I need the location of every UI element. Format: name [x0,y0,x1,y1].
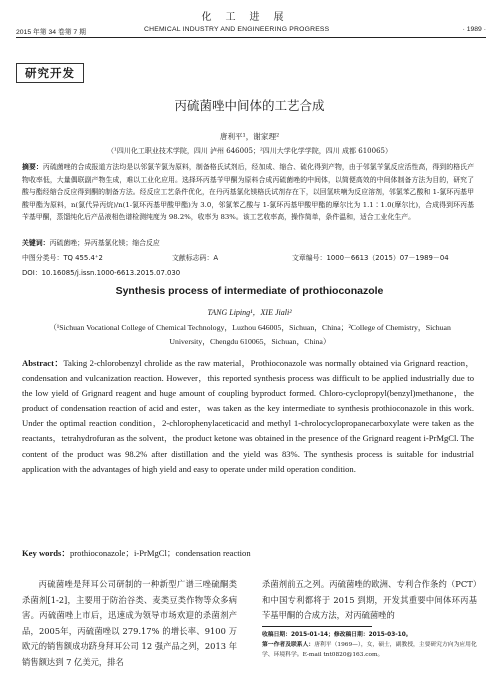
footnote-rule [262,626,372,627]
article-number: 文章编号：1000－6613（2015）07－1989－04 [292,254,449,262]
abstract-cn-label: 摘要： [22,163,43,171]
journal-name-en: CHEMICAL INDUSTRY AND ENGINEERING PROGRESS [144,26,330,33]
keywords-en-text: prothioconazole；i-PrMgCl；condensation reaction [69,548,251,558]
abstract-cn-text: 丙硫菌唑的合成报道方法均是以邻氯苄氯为原料，制备格氏试剂后，经加成、缩合、硫化得到产物，由于邻氯苄氯反应活性高，得到的格氏产物收率低，大量偶联副产物生成，难以工业化应用。选择环丙基苄甲酮为原料合成丙硫菌唑的中间体，以简便高效的中间体制备方法为目的，研究了酸与酯经缩合反应得到酮的制备方法。经反应工艺条件优化，在丹丙基氯化镁格氏试剂存在下，以回氢呋喃为反应溶剂，邻氯苯乙酸和 1-氯环丙基甲酸甲酯为原料，n(氯代异丙烷)/n(1-氯环丙基甲酸甲酯)为 3.0，邻氯苯乙酸与 1-氯环丙基甲酸甲酯的摩尔比为 1.1∶1.0(摩尔比)，合成得到环丙基苄基甲酮，蒸馏纯化后产品液相色谱检测纯度为 98.2%，收率为 83%。该工艺收率高，操作简单，条件温和，适合工业化生产。 [22,163,475,222]
doi: DOI：10.16085/j.issn.1000-6613.2015.07.030 [22,269,181,277]
clc-number: 中图分类号：TQ 455.4⁺2 [22,254,103,262]
keywords-cn-label: 关键词： [22,239,50,247]
affiliation-cn: （¹四川化工职业技术学院，四川 泸州 646005；²四川大学化学学院，四川 成都 610065） [107,147,392,155]
title-en: Synthesis process of intermediate of prothioconazole [115,285,384,297]
authors-en: TANG Liping¹，XIE Jiali² [207,308,292,317]
issue-bar [16,24,486,38]
keywords-en [22,547,474,559]
abstract-cn [22,161,474,224]
footnote [262,630,482,660]
running-head: 化工进展 [201,12,298,23]
classification-meta [22,252,474,262]
body-column-left: 丙硫菌唑是拜耳公司研制的一种新型广谱三唑硫酮类杀菌剂[1-2]，主要用于防治谷类、麦类豆类作物等众多病害。丙硫菌唑上市后，迅速成为领导市场欢迎的杀菌剂产品，2005年，丙硫菌唑以 279.17% 的增长率、9100 万欧元的销售额成功跻身拜耳公司 12 强产品之列，2013 年销售额达到 7 亿美元，排名 [22,579,237,667]
authors-cn: 唐利平¹，谢家理² [219,132,280,141]
body-column-right: 杀菌剂前五之列。丙硫菌唑的欧洲、专利合作条约（PCT）和中国专利都将于 2015 到期，开发其重要中间体环丙基苄基甲酮的合成方法，对丙硫菌唑的 [262,579,477,621]
keywords-en-label: Key words： [22,548,70,558]
title-cn: 丙硫菌唑中间体的工艺合成 [174,98,325,113]
affiliation-en: （¹Sichuan Vocational College of Chemical Technology，Luzhou 646005，Sichuan，China；²College of Chemistry，Sichuan University，Chengdu 610065，Sichuan，China） [49,323,451,346]
abstract-en [22,356,474,477]
issue-info: 2015 年第 34 卷第 7 期 [16,29,86,36]
footnote-received: 收稿日期：2015-01-14；修改稿日期：2015-03-10。 [262,632,412,638]
keywords-cn [22,237,474,247]
abstract-en-label: Abstract： [22,358,64,368]
document-code: 文献标志码：A [172,254,219,262]
footnote-author: 第一作者及联系人：唐利平（1969—），女，硕士，副教授，主要研究方向为应用化学、环境科学。E-mail tnt0820@163.com。 [262,642,477,658]
keywords-cn-text: 丙硫菌唑；异丙基氯化镁；缩合反应 [49,239,160,247]
page-number: · 1989 · [462,26,486,33]
abstract-en-text: Taking 2-chlorobenzyl chrolide as the raw material，Prothioconazole was normally obtained via Grignard reaction，condensation and vulcanization reaction. However，this reported synthesis process was difficult to be applied industrially due to the low yield of Grignard reagent and huge amount of coupling byproduct formed. Chloro-cyclopropyl(benzyl)methanone，the product of condensation reaction of acid and ester，was taken as the key intermediate to synthesis prothioconazole in this work. Under the optimal reaction condition，2-chlorophenylaceticacid and methyl 1-chrolocyclopropanecarboxylate were taken as the reactants，tetrahydrofuran as the solvent，the product ketone was obtained in the presence of the Grignard reagent i-PrMgCl. The content of the product was 98.2% after distillation and the yield was 83%. The synthesis process is suitable for industrial application with the advantages of high yield and easy to operate under mild operation condition. [22,358,474,474]
section-label: 研究开发 [16,63,84,83]
